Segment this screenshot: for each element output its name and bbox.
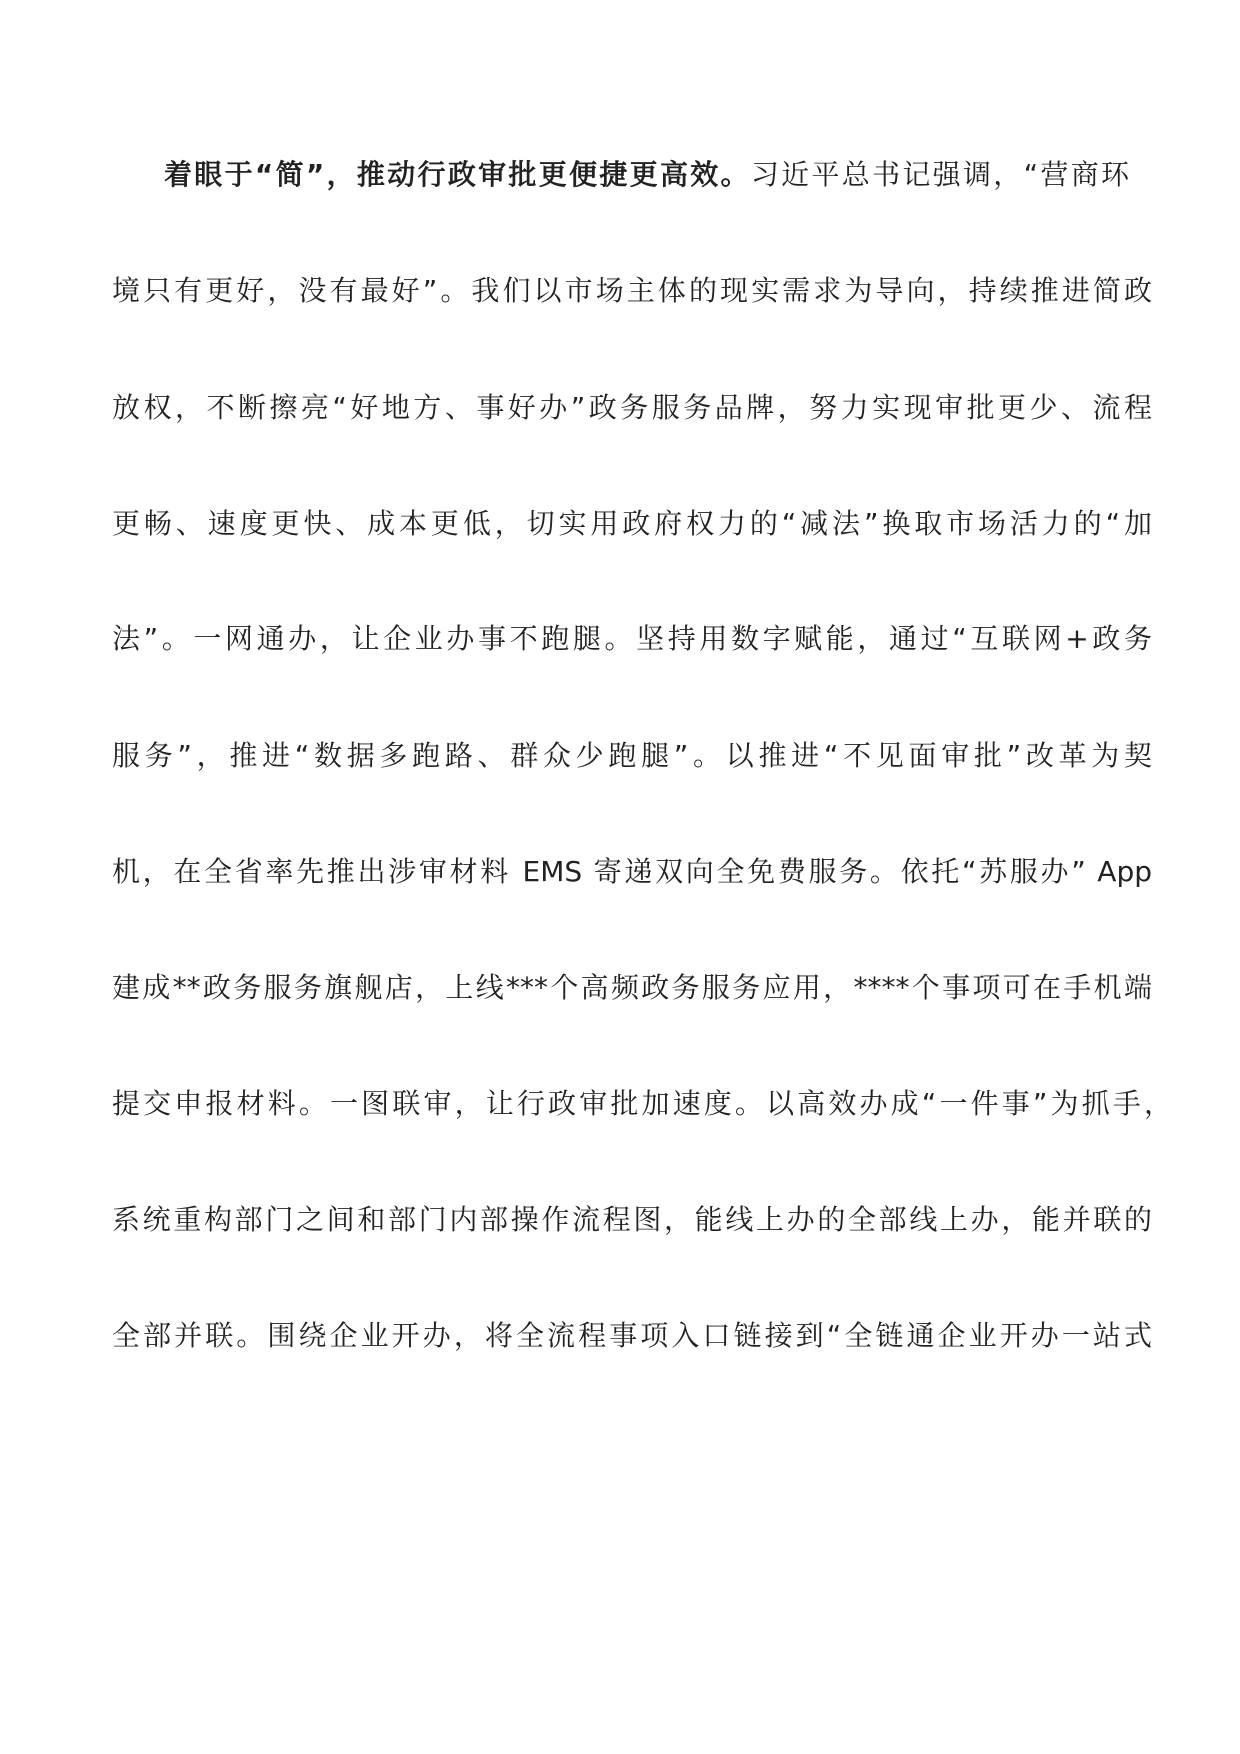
paragraph-line-10: 系统重构部门之间和部门内部操作流程图，能线上办的全部线上办，能并联的 [112, 1203, 1152, 1236]
paragraph-line-4: 更畅、速度更快、成本更低，切实用政府权力的“减法”换取市场活力的“加 [112, 507, 1152, 540]
paragraph-line-8: 建成**政务服务旗舰店，上线***个高频政务服务应用，****个事项可在手机端 [112, 971, 1152, 1004]
paragraph-line-11: 全部并联。围绕企业开办，将全流程事项入口链接到“全链通企业开办一站式 [112, 1319, 1152, 1352]
paragraph-line-6: 服务”，推进“数据多跑路、群众少跑腿”。以推进“不见面审批”改革为契 [112, 739, 1152, 772]
paragraph-line-5: 法”。一网通办，让企业办事不跑腿。坚持用数字赋能，通过“互联网+政务 [112, 622, 1152, 655]
paragraph-line-7: 机，在全省率先推出涉审材料 EMS 寄递双向全免费服务。依托“苏服办” App [112, 855, 1152, 888]
paragraph-line-2: 境只有更好，没有最好”。我们以市场主体的现实需求为导向，持续推进简政 [112, 274, 1152, 307]
paragraph-line-1-text: 习近平总书记强调，“营商环 [750, 158, 1129, 191]
paragraph-line-1 [164, 155, 1129, 195]
paragraph-line-9: 提交申报材料。一图联审，让行政审批加速度。以高效办成“一件事”为抓手， [112, 1087, 1172, 1120]
paragraph-lead: 着眼于“简”，推动行政审批更便捷更高效。 [164, 158, 751, 191]
paragraph-line-3: 放权，不断擦亮“好地方、事好办”政务服务品牌，努力实现审批更少、流程 [112, 391, 1152, 424]
